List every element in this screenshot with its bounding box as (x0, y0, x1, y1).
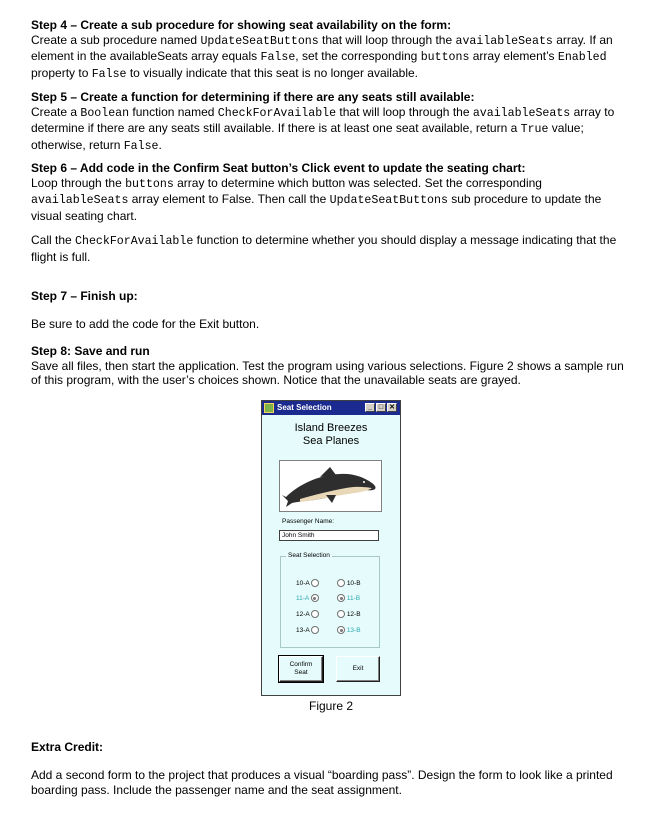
step4-text: array element’s (469, 49, 558, 63)
code-term: Enabled (557, 51, 607, 64)
extra-credit-heading: Extra Credit: (31, 740, 104, 754)
step5-text: value; otherwise, return (31, 121, 584, 152)
seat-label: 10-B (346, 580, 361, 587)
step6-text: Call the (31, 233, 76, 247)
step4-text: , set the corresponding (295, 49, 421, 63)
radio-icon (311, 626, 319, 634)
radio-icon (337, 594, 345, 602)
step6-text: Loop through the (31, 175, 126, 190)
radio-icon (311, 610, 319, 618)
close-icon[interactable]: ✕ (387, 403, 397, 412)
seat-radio-10a[interactable] (296, 579, 319, 589)
confirm-label-2: Seat (294, 669, 308, 676)
code-term: UpdateSeatButtons (329, 194, 448, 207)
radio-icon (337, 579, 345, 587)
figure-caption: Figure 2 (308, 699, 354, 713)
radio-icon (337, 610, 345, 618)
step4-text: to visually indicate that this seat is no longer available. (126, 65, 418, 80)
minimize-icon[interactable]: _ (365, 403, 375, 412)
step6-paragraph-2 (31, 233, 631, 264)
seat-label: 12-B (346, 611, 361, 618)
app-icon (264, 403, 274, 413)
step6-text: array to determine which button was selected. Set the corresponding (173, 175, 542, 190)
seat-radio-12a[interactable] (296, 610, 319, 620)
step6-text: sub procedure to update the visual seating chart. (31, 192, 602, 223)
seat-label: 10-A (296, 580, 310, 587)
step6-heading: Step 6 – Add code in the Confirm Seat button’s Click event to update the seating chart: (31, 161, 526, 175)
step5-heading: Step 5 – Create a function for determining if there are any seats still available: (31, 90, 475, 104)
seat-radio-13b (337, 626, 361, 636)
step5-text: Create a (31, 104, 81, 119)
radio-icon (311, 594, 319, 602)
code-term: Boolean (80, 106, 130, 120)
seat-selection-caption: Seat Selection (288, 552, 330, 559)
radio-icon (311, 579, 319, 587)
seat-label: 11-A (296, 595, 309, 602)
seat-label: 12-A (296, 611, 310, 618)
seat-radio-10b[interactable] (337, 579, 361, 589)
step6-text: function to determine whether you should display a message indicating that the flight is full. (31, 233, 617, 264)
code-term: buttons (420, 51, 470, 64)
passenger-name-label: Passenger Name: (282, 518, 335, 525)
step4-text: that will loop through the (318, 32, 456, 47)
step4-text: Create a sub procedure named (31, 32, 201, 47)
code-term: availableSeats (472, 106, 571, 120)
code-term: buttons (125, 177, 174, 191)
window-titlebar[interactable] (262, 401, 400, 415)
airline-name-line1: Island Breezes (294, 422, 368, 434)
dolphin-image (279, 460, 382, 512)
seat-selection-group (280, 552, 380, 648)
seat-radio-12b[interactable] (337, 610, 361, 620)
step8-heading: Step 8: Save and run (31, 344, 150, 358)
step5-text: that will loop through the (336, 104, 473, 119)
step5-text: array to determine if there are any seats still available. If there is at least one seat available, return a (31, 104, 615, 135)
seat-radio-11b (337, 594, 360, 604)
step5-text: . (158, 137, 162, 152)
seat-label: 13-B (346, 627, 361, 634)
step4-heading: Step 4 – Create a sub procedure for showing seat availability on the form: (31, 18, 452, 32)
step5-section (31, 90, 631, 154)
step7-heading: Step 7 – Finish up: (31, 289, 138, 303)
seat-label: 11-B (346, 595, 361, 602)
extra-credit-body: Add a second form to the project that produces a visual “boarding pass”. Design the form to look like a printed boarding pass. Include the passenger name and the seat assignment. (31, 768, 613, 797)
step4-text: array. If an element in the availableSeats array equals (31, 32, 613, 63)
confirm-label-1: Confirm (289, 661, 313, 668)
code-term: CheckForAvailable (75, 235, 194, 248)
step7-body: Be sure to add the code for the Exit button. (31, 317, 260, 331)
step4-text: property to (31, 65, 92, 80)
step8-body: Save all files, then start the application. Test the program using various selections. Figure 2 shows a sample run of this program, with the user’s choices shown. Notice that the unavailable seats are grayed. (31, 358, 624, 387)
seat-selection-window (261, 400, 401, 696)
seat-radio-11a (296, 594, 319, 604)
step6-section (31, 161, 631, 223)
airline-name-line2: Sea Planes (302, 435, 360, 447)
step5-text: function named (129, 104, 218, 119)
code-term: availableSeats (31, 194, 129, 207)
exit-button[interactable] (336, 656, 380, 682)
code-term: availableSeats (455, 34, 553, 48)
code-term: False (123, 139, 159, 153)
seat-label: 13-A (296, 627, 310, 634)
code-term: CheckForAvailable (217, 106, 337, 120)
exit-label: Exit (352, 665, 364, 672)
window-title: Seat Selection (277, 403, 332, 412)
step6-text: array element to False. Then call the (128, 192, 330, 206)
code-term: False (91, 67, 127, 81)
passenger-name-input[interactable]: John Smith (279, 530, 379, 541)
step8-section (31, 344, 631, 388)
code-term: UpdateSeatButtons (200, 34, 319, 48)
code-term: True (520, 123, 549, 136)
radio-icon (337, 626, 345, 634)
step4-section (31, 18, 631, 82)
seat-radio-13a[interactable] (296, 626, 319, 636)
maximize-icon[interactable]: □ (376, 403, 386, 412)
code-term: False (260, 51, 296, 64)
confirm-seat-button[interactable] (279, 656, 323, 682)
